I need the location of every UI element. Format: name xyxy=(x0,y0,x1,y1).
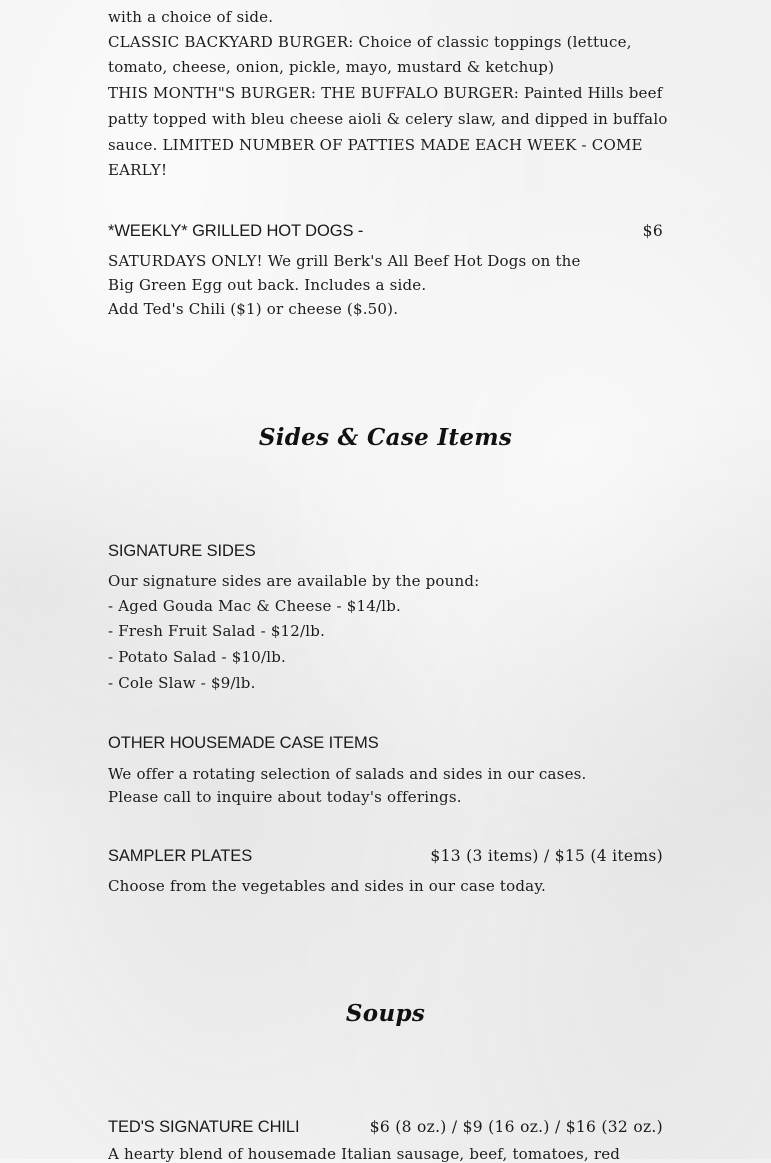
monthly-burger-line-4: EARLY! xyxy=(108,161,168,179)
signature-side-item: - Cole Slaw - $9/lb. xyxy=(108,674,256,692)
monthly-burger-line-2: patty topped with bleu cheese aioli & celery slaw, and dipped in buffalo xyxy=(108,110,668,128)
monthly-burger-line-3: sauce. LIMITED NUMBER OF PATTIES MADE EACH WEEK - COME xyxy=(108,136,643,154)
sides-section-heading: Sides & Case Items xyxy=(258,424,513,451)
hot-dogs-desc-line-3: Add Ted's Chili ($1) or cheese ($.50). xyxy=(108,300,399,318)
burger-side-line: with a choice of side. xyxy=(108,8,274,26)
classic-burger-line-1: CLASSIC BACKYARD BURGER: Choice of classic toppings (lettuce, xyxy=(108,33,632,51)
signature-side-item: - Fresh Fruit Salad - $12/lb. xyxy=(108,622,326,640)
signature-side-item: - Potato Salad - $10/lb. xyxy=(108,648,286,666)
sampler-plates-title: SAMPLER PLATES xyxy=(108,847,253,865)
sampler-plates-price: $13 (3 items) / $15 (4 items) xyxy=(430,847,663,865)
signature-side-item: - Aged Gouda Mac & Cheese - $14/lb. xyxy=(108,597,402,615)
signature-sides-intro: Our signature sides are available by the pound: xyxy=(108,572,480,590)
hot-dogs-desc-line-1: SATURDAYS ONLY! We grill Berk's All Beef Hot Dogs on the xyxy=(108,252,581,270)
chili-price: $6 (8 oz.) / $9 (16 oz.) / $16 (32 oz.) xyxy=(369,1118,663,1136)
other-case-items-desc-line-2: Please call to inquire about today's offerings. xyxy=(108,788,462,806)
other-case-items-desc-line-1: We offer a rotating selection of salads and sides in our cases. xyxy=(108,765,587,783)
signature-sides-title: SIGNATURE SIDES xyxy=(108,542,256,560)
chili-desc-line-1: A hearty blend of housemade Italian sausage, beef, tomatoes, red xyxy=(108,1145,621,1163)
hot-dogs-price: $6 xyxy=(642,222,663,240)
other-case-items-title: OTHER HOUSEMADE CASE ITEMS xyxy=(108,734,379,752)
sampler-plates-desc: Choose from the vegetables and sides in our case today. xyxy=(108,877,546,895)
soups-section-heading: Soups xyxy=(345,1000,426,1027)
classic-burger-line-2: tomato, cheese, onion, pickle, mayo, mustard & ketchup) xyxy=(108,58,555,76)
chili-title: TED'S SIGNATURE CHILI xyxy=(108,1118,300,1136)
hot-dogs-desc-line-2: Big Green Egg out back. Includes a side. xyxy=(108,276,427,294)
monthly-burger-line-1: THIS MONTH"S BURGER: THE BUFFALO BURGER: Painted Hills beef xyxy=(108,84,663,102)
hot-dogs-title: *WEEKLY* GRILLED HOT DOGS - xyxy=(108,222,364,240)
